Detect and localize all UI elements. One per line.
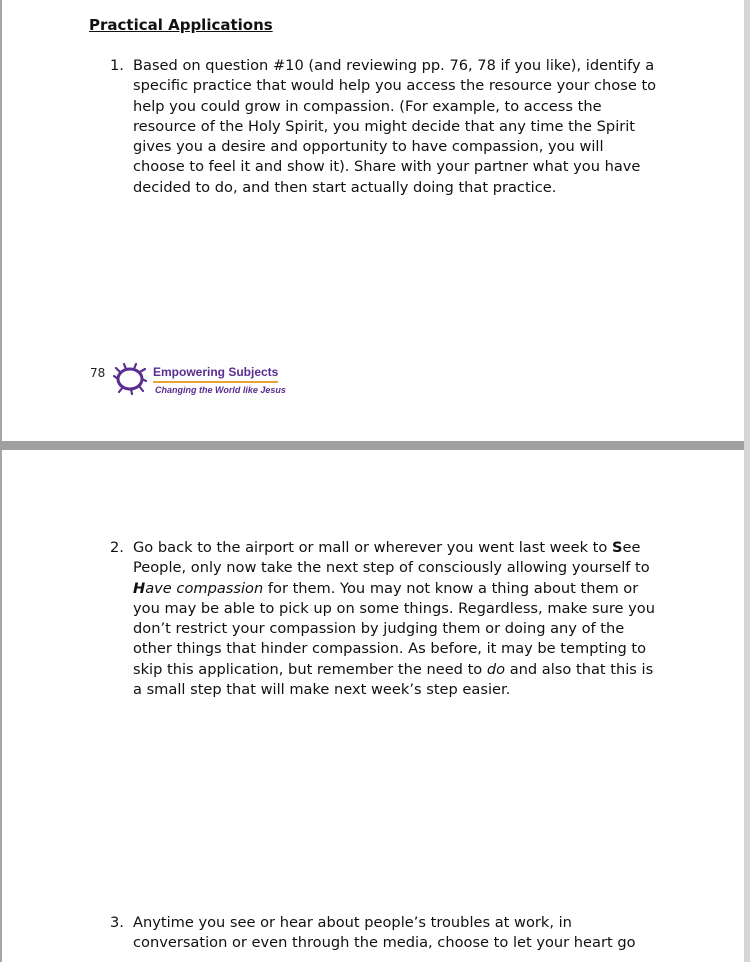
list-item-text: Anytime you see or hear about people’s troubles at work, in conversation or even through the media, choose to let your heart go — [133, 914, 636, 952]
list-item-3 — [110, 913, 658, 954]
section-title: Practical Applications — [89, 16, 273, 34]
emphasis-text: ave compassion — [145, 579, 264, 597]
text-run: for them. You may not know a thing about them or you may be able to pick up on some things. Regardless, make sure you don’t restrict your compassion by judging them or doing any of the other things that hinder compassion. As before, it may be tempting to skip this application, but remember the need to — [133, 579, 655, 678]
list-item-2 — [110, 538, 658, 700]
emphasis-letter: H — [133, 579, 146, 597]
list-number: 1. — [110, 57, 124, 74]
page-gap — [0, 441, 750, 450]
text-run: and also that this is a small step that will make next week’s step easier. — [133, 660, 654, 699]
list-item-text: Based on question #10 (and reviewing pp. 76, 78 if you like), identify a specific practice that would help you access the resource your chose to help you could grow in compassion. (For example, to access the resource of the Holy Spirit, you might decide that any time the Spirit gives you a desire and opportunity to have compassion, you will choose to feel it and show it). Share with your partner what you have decided to do, and then start actually doing that practice. — [133, 57, 657, 196]
list-number: 3. — [110, 914, 124, 931]
page-78 — [2, 0, 744, 441]
list-item-text — [133, 538, 658, 700]
emphasis-text: do — [486, 660, 506, 678]
crown-of-thorns-logo-icon — [113, 362, 147, 396]
list-item-1 — [110, 56, 658, 198]
page-number: 78 — [90, 366, 106, 380]
logo-divider — [153, 381, 278, 383]
list-number: 2. — [110, 539, 124, 556]
logo-tagline: Changing the World like Jesus — [155, 385, 286, 395]
logo-title: Empowering Subjects — [153, 365, 279, 379]
emphasis-letter: S — [611, 539, 623, 556]
viewer-edge — [744, 0, 750, 962]
text-run: Go back to the airport or mall or wherever you went last week to — [133, 539, 612, 556]
text-run: ee People, only now take the next step of consciously allowing yourself to — [133, 539, 650, 577]
page-79 — [2, 450, 744, 962]
